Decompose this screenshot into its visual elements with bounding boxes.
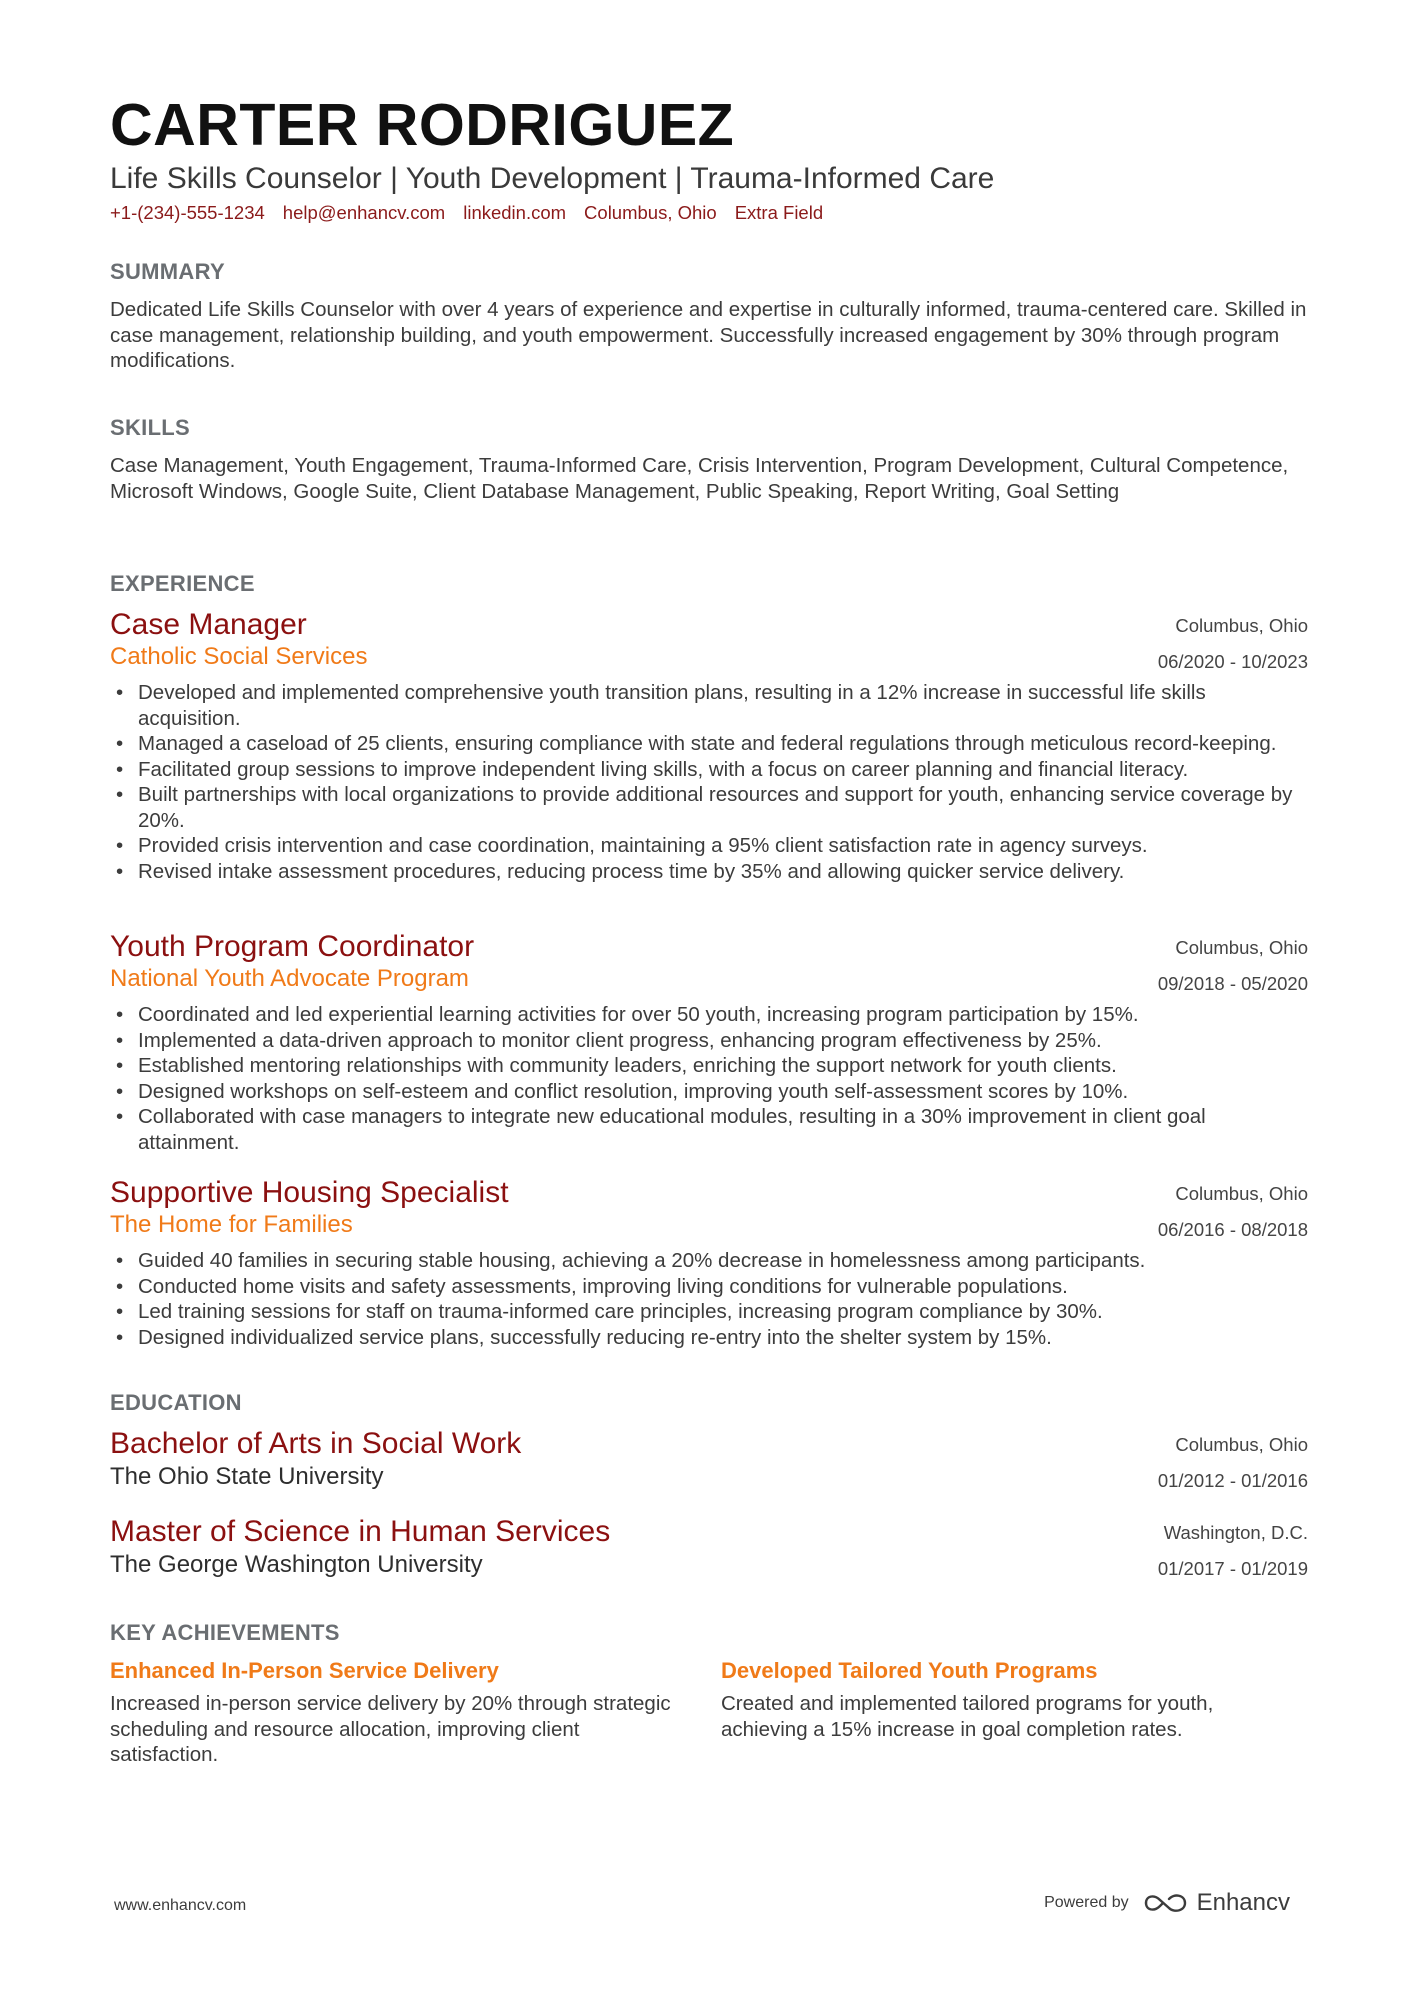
job-bullet: • Built partnerships with local organizations to provide additional resources and support for youth, enhancing service coverage by 20%. bbox=[110, 782, 1308, 833]
education-location: Washington, D.C. bbox=[1163, 1522, 1308, 1543]
job-bullet: • Facilitated group sessions to improve independent living skills, with a focus on career planning and financial literacy. bbox=[110, 757, 1308, 783]
candidate-name: CARTER RODRIGUEZ bbox=[110, 92, 735, 158]
achievements-heading: KEY ACHIEVEMENTS bbox=[110, 1620, 340, 1645]
job-location: Columbus, Ohio bbox=[1175, 1183, 1308, 1204]
job-bullet: • Collaborated with case managers to integrate new educational modules, resulting in a 30% improvement in client goal attainment. bbox=[110, 1104, 1308, 1155]
brand-link[interactable] bbox=[1143, 1889, 1290, 1917]
education-heading: EDUCATION bbox=[110, 1390, 242, 1415]
job-dates: 06/2016 - 08/2018 bbox=[1157, 1219, 1308, 1240]
achievement-text: Increased in-person service delivery by 20% through strategic scheduling and resource allocation, improving client satisfaction. bbox=[110, 1692, 671, 1766]
job-bullet: • Guided 40 families in securing stable housing, achieving a 20% decrease in homelessness among participants. bbox=[110, 1248, 1308, 1274]
job-meta bbox=[1158, 608, 1308, 680]
education-dates: 01/2012 - 01/2016 bbox=[1157, 1470, 1308, 1491]
education-dates: 01/2017 - 01/2019 bbox=[1157, 1558, 1308, 1579]
powered-by-label: Powered by bbox=[1044, 1894, 1129, 1911]
contact-location: Columbus, Ohio bbox=[584, 202, 717, 223]
job-title: Supportive Housing Specialist bbox=[110, 1176, 509, 1209]
job-bullet: • Developed and implemented comprehensive youth transition plans, resulting in a 12% increase in successful life skills acquisition. bbox=[110, 680, 1308, 731]
summary-text: Dedicated Life Skills Counselor with over 4 years of experience and expertise in culturally informed, trauma-centered care. Skilled in case management, relationship building, and youth empowerment. Successfully increased engagement by 30% through program modifications. bbox=[110, 298, 1307, 372]
job-location: Columbus, Ohio bbox=[1175, 615, 1308, 636]
education-entry bbox=[110, 1515, 1308, 1581]
contact-phone[interactable]: +1-(234)-555-1234 bbox=[110, 202, 265, 223]
contact-bar bbox=[110, 202, 823, 224]
job-bullets bbox=[110, 1248, 1308, 1350]
achievement-title: Enhanced In-Person Service Delivery bbox=[110, 1658, 499, 1683]
skills-heading: SKILLS bbox=[110, 415, 191, 440]
education-entry bbox=[110, 1427, 1308, 1493]
contact-extra-field: Extra Field bbox=[734, 202, 824, 223]
job-location: Columbus, Ohio bbox=[1175, 937, 1308, 958]
skills-text: Case Management, Youth Engagement, Trauma-Informed Care, Crisis Intervention, Program Development, Cultural Competence, Microsoft Windows, Google Suite, Client Database Management, Public Speaking, Report Writing, Goal Setting bbox=[110, 454, 1289, 503]
education-location: Columbus, Ohio bbox=[1175, 1434, 1308, 1455]
job-bullet: • Implemented a data-driven approach to monitor client progress, enhancing program effectiveness by 25%. bbox=[110, 1028, 1308, 1054]
enhancv-logo-icon bbox=[1143, 1891, 1189, 1915]
job-bullet: • Designed workshops on self-esteem and conflict resolution, improving youth self-assessment scores by 10%. bbox=[110, 1079, 1308, 1105]
education-meta bbox=[1158, 1515, 1308, 1587]
school-name: The Ohio State University bbox=[110, 1463, 384, 1490]
school-name: The George Washington University bbox=[110, 1551, 483, 1578]
headline: Life Skills Counselor | Youth Development | Trauma-Informed Care bbox=[110, 162, 995, 195]
job-bullets bbox=[110, 1002, 1308, 1155]
job-bullet: • Provided crisis intervention and case coordination, maintaining a 95% client satisfaction rate in agency surveys. bbox=[110, 833, 1308, 859]
brand-name: Enhancv bbox=[1196, 1889, 1290, 1916]
job-bullet: • Managed a caseload of 25 clients, ensuring compliance with state and federal regulations through meticulous record-keeping. bbox=[110, 731, 1308, 757]
job-bullet: • Coordinated and led experiential learning activities for over 50 youth, increasing program participation by 15%. bbox=[110, 1002, 1308, 1028]
job-company: National Youth Advocate Program bbox=[110, 965, 469, 992]
footer-website[interactable]: www.enhancv.com bbox=[114, 1897, 247, 1914]
job-meta bbox=[1158, 930, 1308, 1002]
job-dates: 06/2020 - 10/2023 bbox=[1157, 651, 1308, 672]
job-company: The Home for Families bbox=[110, 1211, 353, 1238]
footer-branding bbox=[1044, 1889, 1290, 1917]
achievement-title: Developed Tailored Youth Programs bbox=[721, 1658, 1098, 1683]
job-bullet: • Established mentoring relationships with community leaders, enriching the support network for youth clients. bbox=[110, 1053, 1308, 1079]
job-bullets bbox=[110, 680, 1308, 884]
job-entry bbox=[110, 1176, 1308, 1350]
degree-title: Master of Science in Human Services bbox=[110, 1515, 611, 1548]
job-bullet: • Led training sessions for staff on trauma-informed care principles, increasing program compliance by 30%. bbox=[110, 1299, 1308, 1325]
job-entry bbox=[110, 608, 1308, 884]
achievement-item bbox=[721, 1656, 1296, 1742]
degree-title: Bachelor of Arts in Social Work bbox=[110, 1427, 522, 1460]
job-company: Catholic Social Services bbox=[110, 643, 368, 670]
achievement-text: Created and implemented tailored programs for youth, achieving a 15% increase in goal completion rates. bbox=[721, 1692, 1214, 1741]
job-bullet: • Designed individualized service plans, successfully reducing re-entry into the shelter system by 15%. bbox=[110, 1325, 1308, 1351]
job-title: Youth Program Coordinator bbox=[110, 930, 475, 963]
resume-page bbox=[110, 0, 1308, 1995]
job-entry bbox=[110, 930, 1308, 1155]
contact-linkedin[interactable]: linkedin.com bbox=[463, 202, 567, 223]
job-bullet: • Conducted home visits and safety assessments, improving living conditions for vulnerable populations. bbox=[110, 1274, 1308, 1300]
achievement-item bbox=[110, 1656, 685, 1768]
education-meta bbox=[1158, 1427, 1308, 1499]
job-dates: 09/2018 - 05/2020 bbox=[1157, 973, 1308, 994]
experience-heading: EXPERIENCE bbox=[110, 571, 255, 596]
summary-heading: SUMMARY bbox=[110, 259, 225, 284]
job-meta bbox=[1158, 1176, 1308, 1248]
job-bullet: • Revised intake assessment procedures, reducing process time by 35% and allowing quicker service delivery. bbox=[110, 859, 1308, 885]
contact-email[interactable]: help@enhancv.com bbox=[282, 202, 446, 223]
job-title: Case Manager bbox=[110, 608, 307, 641]
